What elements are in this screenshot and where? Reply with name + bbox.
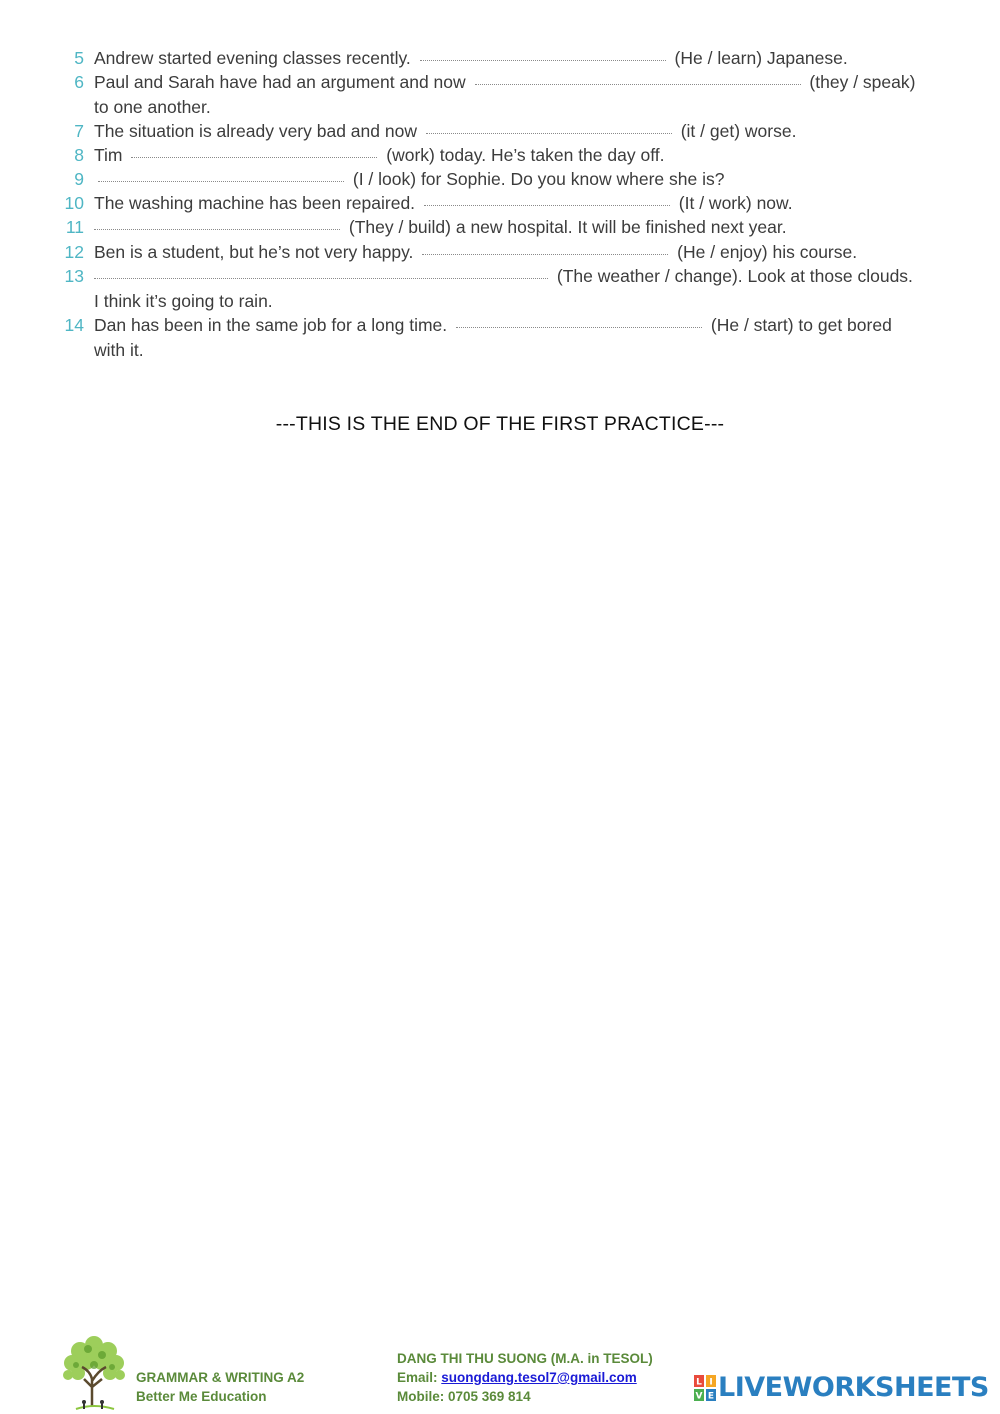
answer-blank[interactable]	[426, 132, 672, 134]
liveworksheets-cubes-icon	[694, 1375, 716, 1401]
end-of-practice-note: ---THIS IS THE END OF THE FIRST PRACTICE---	[275, 413, 725, 435]
question-text: The situation is already very bad and now	[94, 121, 417, 141]
author-name: DANG THI THU SUONG (M.A. in TESOL)	[397, 1351, 653, 1366]
answer-blank[interactable]	[131, 156, 377, 158]
question-hint: (He / start) to get bored	[710, 315, 892, 335]
question-text: Andrew started evening classes recently.	[94, 48, 411, 68]
question-hint: (they / speak)	[809, 72, 916, 92]
question-number: 7	[74, 121, 84, 141]
question-number: 5	[74, 48, 84, 68]
question-12	[62, 240, 942, 265]
question-number: 13	[64, 266, 84, 286]
brand-letter-e: E	[707, 1391, 715, 1401]
question-hint: (The weather / change). Look at those clouds.	[556, 266, 913, 286]
answer-blank[interactable]	[422, 253, 668, 255]
question-number: 9	[74, 169, 84, 189]
question-text: Dan has been in the same job for a long time.	[94, 315, 448, 335]
question-number: 14	[64, 315, 84, 335]
question-8	[62, 143, 942, 168]
question-hint: (work) today. He’s taken the day off.	[386, 145, 665, 165]
question-hint: (They / build) a new hospital. It will be finished next year.	[348, 217, 787, 237]
answer-blank[interactable]	[94, 277, 548, 279]
email-label: Email:	[397, 1370, 438, 1385]
answer-blank[interactable]	[424, 204, 670, 206]
page-footer	[0, 1325, 1000, 1414]
liveworksheets-wordmark: LIVEWORKSHEETS	[718, 1372, 989, 1403]
answer-blank[interactable]	[456, 326, 702, 328]
question-11	[62, 215, 942, 240]
question-continuation: I think it’s going to rain.	[94, 290, 273, 311]
question-9	[62, 167, 942, 192]
author-email	[397, 1368, 653, 1387]
brand-letter-l: L	[696, 1377, 702, 1388]
question-text: Paul and Sarah have had an argument and now	[94, 72, 466, 92]
brand-letter-i: I	[709, 1377, 713, 1388]
author-mobile: Mobile: 0705 369 814	[397, 1389, 531, 1404]
question-hint: (It / work) now.	[678, 193, 793, 213]
question-10	[62, 191, 942, 216]
course-info	[136, 1368, 304, 1406]
brand-letter-v: V	[695, 1391, 703, 1401]
question-text: Tim	[94, 145, 123, 165]
email-link[interactable]: suongdang.tesol7@gmail.com	[441, 1370, 637, 1385]
question-text: The washing machine has been repaired.	[94, 193, 416, 213]
question-continuation: with it.	[94, 339, 144, 360]
question-13	[62, 264, 942, 313]
question-number: 11	[65, 217, 84, 237]
question-6	[62, 70, 942, 119]
question-continuation: to one another.	[94, 96, 211, 117]
answer-blank[interactable]	[420, 59, 666, 61]
course-title: GRAMMAR & WRITING A2	[136, 1370, 305, 1385]
question-number: 8	[74, 145, 84, 165]
school-name: Better Me Education	[136, 1389, 267, 1404]
answer-blank[interactable]	[94, 228, 340, 230]
tree-logo-icon	[56, 1331, 132, 1411]
question-number: 6	[74, 72, 84, 92]
question-hint: (He / learn) Japanese.	[674, 48, 848, 68]
question-hint: (I / look) for Sophie. Do you know where she is?	[352, 169, 725, 189]
question-hint: (it / get) worse.	[680, 121, 797, 141]
question-5	[62, 46, 942, 71]
question-number: 10	[64, 193, 84, 213]
answer-blank[interactable]	[475, 83, 801, 85]
question-number: 12	[64, 242, 84, 262]
author-info	[397, 1349, 653, 1406]
answer-blank[interactable]	[98, 180, 344, 182]
question-7	[62, 119, 942, 144]
question-hint: (He / enjoy) his course.	[677, 242, 858, 262]
question-14	[62, 313, 942, 362]
question-text: Ben is a student, but he’s not very happy.	[94, 242, 414, 262]
